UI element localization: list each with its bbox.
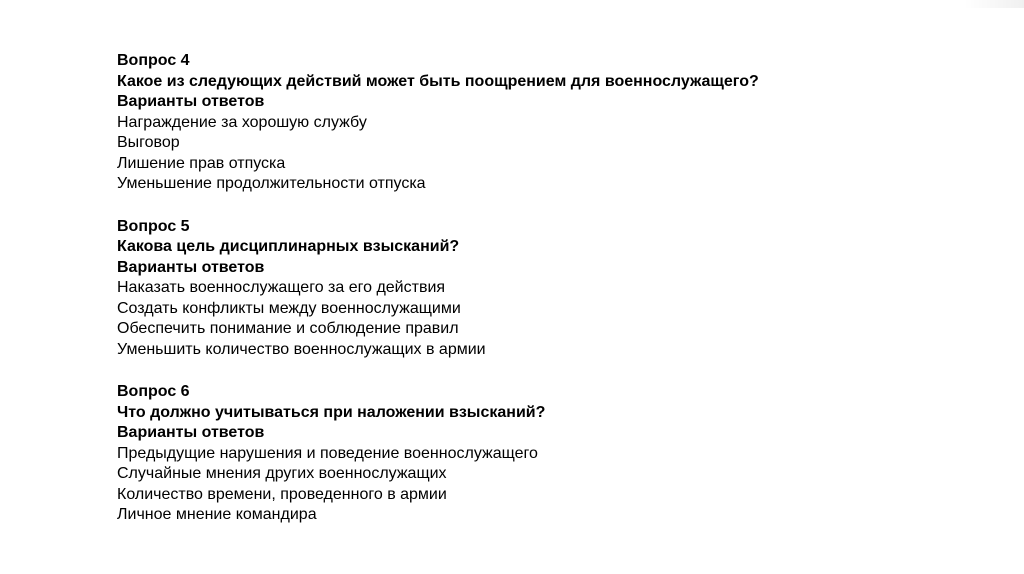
answer-option: Количество времени, проведенного в армии [117,485,447,503]
answer-option: Создать конфликты между военнослужащими [117,299,461,317]
answer-option: Выговор [117,134,180,151]
question-block-4 [117,51,937,195]
answer-option: Обеспечить понимание и соблюдение правил [117,320,459,337]
answers-heading: Варианты ответов [117,258,265,276]
answer-option: Уменьшение продолжительности отпуска [117,175,426,192]
answer-option: Уменьшить количество военнослужащих в армии [117,340,486,358]
question-block-6 [117,382,937,526]
answers-heading: Варианты ответов [117,424,265,441]
question-text: Что должно учитываться при наложении взысканий? [117,403,546,421]
answer-list [117,113,937,195]
question-text: Какова цель дисциплинарных взысканий? [117,238,460,255]
answers-heading: Варианты ответов [117,93,265,110]
question-number: Вопрос 6 [117,383,190,400]
question-number: Вопрос 5 [117,217,190,235]
answer-list [117,444,937,526]
page-corner-shade [964,0,1024,8]
answer-option: Награждение за хорошую службу [117,113,367,131]
question-number: Вопрос 4 [117,52,190,69]
answer-option: Личное мнение командира [117,506,317,523]
answer-option: Предыдущие нарушения и поведение военнослужащего [117,444,538,462]
answer-option: Наказать военнослужащего за его действия [117,279,446,296]
question-text: Какое из следующих действий может быть поощрением для военнослужащего? [117,72,759,90]
answer-option: Лишение прав отпуска [117,154,286,172]
answer-option: Случайные мнения других военнослужащих [117,465,447,482]
answer-list [117,278,937,360]
quiz-content [117,51,937,548]
question-block-5 [117,217,937,361]
